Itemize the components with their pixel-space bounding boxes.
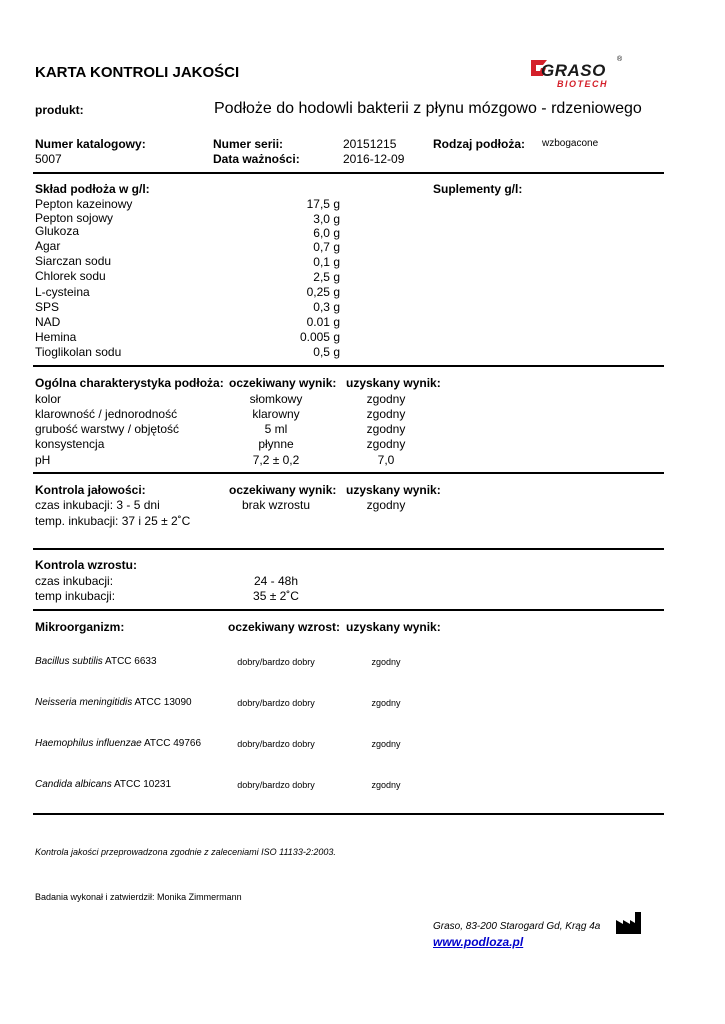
factory-icon (615, 911, 643, 935)
divider (33, 548, 664, 550)
obtained-value: zgodny (366, 437, 406, 451)
expiry-label: Data ważności: (213, 152, 300, 166)
logo-text: GRASO (541, 61, 606, 80)
atcc-number: ATCC 6633 (105, 656, 157, 667)
catalog-label: Numer katalogowy: (35, 137, 146, 151)
microorganism-row (35, 656, 157, 667)
divider (33, 365, 664, 367)
divider (33, 813, 664, 815)
microorganism-row (35, 697, 192, 708)
ingredient-value: 6,0 g (313, 226, 340, 240)
product-label: produkt: (35, 103, 84, 117)
graso-logo (529, 56, 629, 92)
growth-title: Kontrola wzrostu: (35, 558, 137, 572)
type-value: wzbogacone (542, 138, 599, 149)
growth-temp-value: 35 ± 2˚C (253, 589, 299, 603)
species-name: Candida albicans (35, 779, 112, 790)
sterility-temp: temp. inkubacji: 37 i 25 ± 2˚C (35, 514, 191, 528)
expected-growth: dobry/bardzo dobry (237, 780, 315, 790)
obtained-value: zgodny (366, 392, 406, 406)
obtained-value: zgodny (371, 698, 401, 708)
expected-value: 5 ml (264, 422, 288, 436)
composition-title: Skład podłoża w g/l: (35, 182, 150, 196)
growth-time-value: 24 - 48h (253, 574, 299, 588)
species-name: Haemophilus influenzae (35, 738, 142, 749)
obtained-value: zgodny (366, 422, 406, 436)
ingredient-value: 2,5 g (313, 270, 340, 284)
ingredient-name: Pepton kazeinowy (35, 197, 133, 211)
ingredient-name: NAD (35, 315, 61, 329)
growth-temp-label: temp inkubacji: (35, 589, 116, 603)
sterility-title: Kontrola jałowości: (35, 483, 146, 497)
expected-growth: dobry/bardzo dobry (237, 698, 315, 708)
page-title: KARTA KONTROLI JAKOŚCI (35, 64, 240, 81)
ingredient-name: Pepton sojowy (35, 211, 114, 225)
obtained-value: zgodny (371, 739, 401, 749)
type-label: Rodzaj podłoża: (433, 137, 525, 151)
ingredient-name: Chlorek sodu (35, 269, 106, 283)
atcc-number: ATCC 10231 (113, 779, 172, 790)
property-name: grubość warstwy / objętość (35, 422, 180, 436)
expected-value: klarowny (252, 407, 300, 421)
obtained-header: uzyskany wynik: (346, 620, 441, 634)
sterility-expected: brak wzrostu (241, 498, 311, 512)
ingredient-name: SPS (35, 300, 60, 314)
ingredient-name: Agar (35, 239, 61, 253)
expected-growth-header: oczekiwany wzrost: (228, 620, 341, 634)
obtained-header: uzyskany wynik: (346, 376, 441, 390)
divider (33, 172, 664, 174)
expected-header: oczekiwany wynik: (229, 376, 337, 390)
signature-line: Badania wykonał i zatwierdził: Monika Zimmermann (35, 892, 242, 902)
ingredient-name: L-cysteina (35, 285, 90, 299)
sterility-time: czas inkubacji: 3 - 5 dni (35, 498, 160, 512)
growth-time-label: czas inkubacji: (35, 574, 114, 588)
ingredient-name: Glukoza (35, 224, 80, 238)
ingredient-value: 0,7 g (313, 240, 340, 254)
ingredient-value: 0,25 g (306, 285, 340, 299)
property-name: kolor (35, 392, 62, 406)
obtained-value: 7,0 (377, 453, 395, 467)
obtained-value: zgodny (366, 407, 406, 421)
ingredient-name: Tioglikolan sodu (35, 345, 122, 359)
ingredient-value: 0.01 g (306, 315, 340, 329)
company-address: Graso, 83-200 Starogard Gd, Krąg 4a (433, 921, 601, 932)
logo-subtext: BIOTECH (557, 79, 608, 89)
ingredient-value: 0,3 g (313, 300, 340, 314)
obtained-value: zgodny (371, 780, 401, 790)
microorganism-row (35, 738, 201, 749)
atcc-number: ATCC 49766 (143, 738, 202, 749)
ingredient-value: 0.005 g (299, 330, 340, 344)
supplements-title: Suplementy g/l: (433, 182, 523, 196)
obtained-value: zgodny (371, 657, 401, 667)
ingredient-name: Siarczan sodu (35, 254, 112, 268)
species-name: Bacillus subtilis (35, 656, 103, 667)
property-name: pH (35, 453, 51, 467)
expected-value: płynne (258, 437, 294, 451)
expected-header: oczekiwany wynik: (229, 483, 337, 497)
species-name: Neisseria meningitidis (35, 697, 133, 708)
divider (33, 472, 664, 474)
microorganism-row (35, 779, 171, 790)
ingredient-value: 0,5 g (313, 345, 340, 359)
property-name: konsystencja (35, 437, 105, 451)
ingredient-value: 3,0 g (313, 212, 340, 226)
divider (33, 609, 664, 611)
atcc-number: ATCC 13090 (134, 697, 192, 708)
expected-growth: dobry/bardzo dobry (237, 657, 315, 667)
expected-growth: dobry/bardzo dobry (237, 739, 315, 749)
logo-registered: ® (617, 56, 623, 63)
expiry-value: 2016-12-09 (343, 152, 405, 166)
ingredient-name: Hemina (35, 330, 77, 344)
characteristics-title: Ogólna charakterystyka podłoża: (35, 376, 224, 390)
sterility-obtained: zgodny (366, 498, 406, 512)
ingredient-value: 17,5 g (306, 197, 340, 211)
expected-value: 7,2 ± 0,2 (252, 453, 300, 467)
product-name: Podłoże do hodowli bakterii z płynu mózgowo - rdzeniowego (214, 100, 642, 117)
expected-value: słomkowy (249, 392, 303, 406)
ingredient-value: 0,1 g (313, 255, 340, 269)
series-value: 20151215 (343, 137, 397, 151)
property-name: klarowność / jednorodność (35, 407, 178, 421)
catalog-value: 5007 (35, 152, 62, 166)
obtained-header: uzyskany wynik: (346, 483, 441, 497)
norm-statement: Kontrola jakości przeprowadzona zgodnie z zaleceniami ISO 11133-2:2003. (35, 847, 336, 857)
website-link[interactable]: www.podloza.pl (433, 935, 524, 949)
microorganism-title: Mikroorganizm: (35, 620, 125, 634)
series-label: Numer serii: (213, 137, 284, 151)
